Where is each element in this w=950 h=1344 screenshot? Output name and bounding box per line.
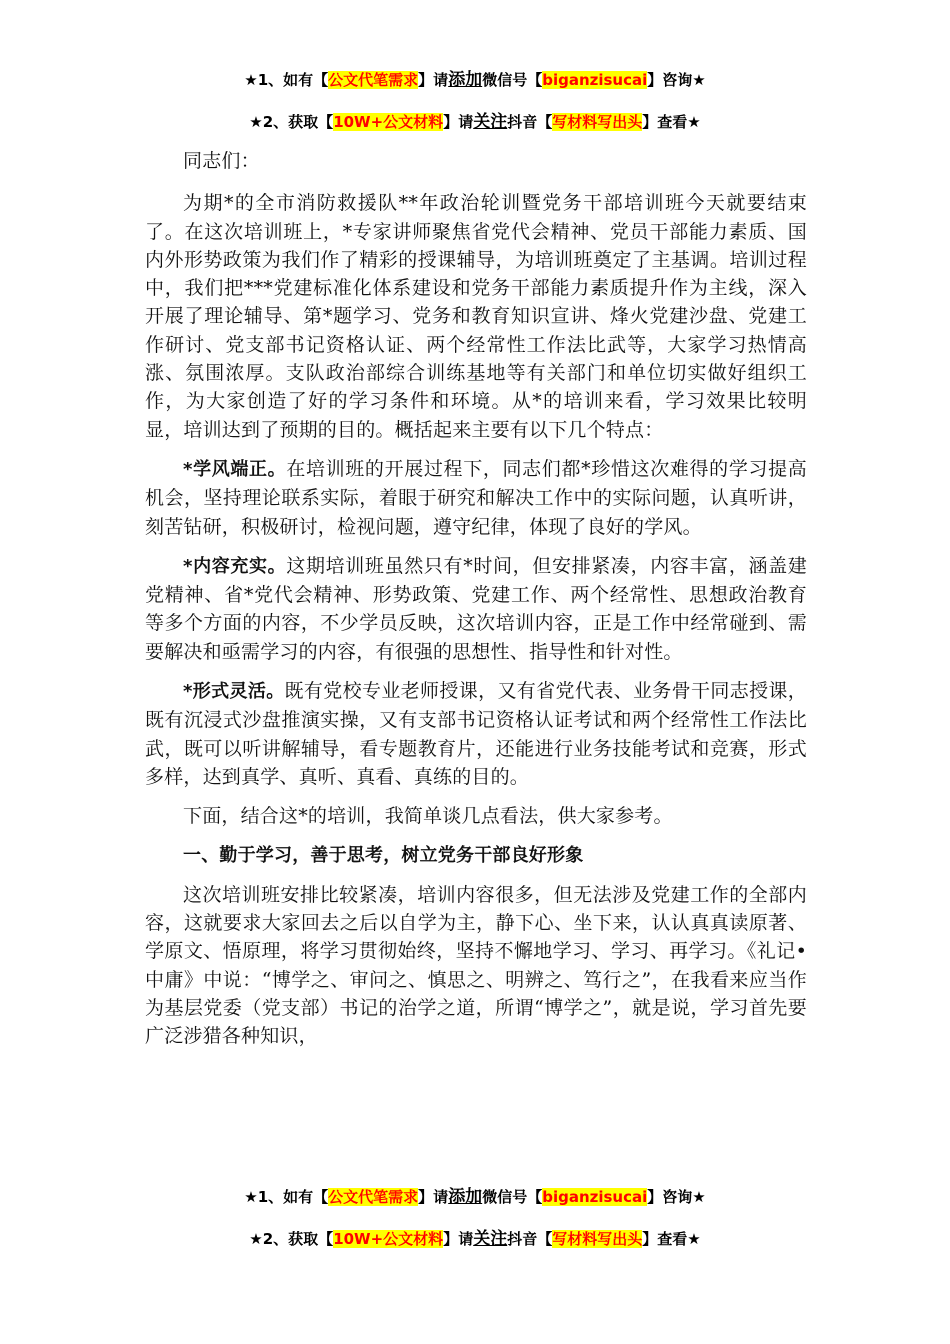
greeting: 同志们： <box>183 150 260 172</box>
promo-highlight: 写材料写出头 <box>552 1230 643 1248</box>
point-paragraph-1 <box>145 455 807 541</box>
promo-text: 】咨询★ <box>647 71 706 89</box>
promo-highlight: biganzisucai <box>542 71 648 89</box>
promo-line-bottom-1 <box>0 1186 950 1208</box>
promo-line-top-1 <box>0 69 950 91</box>
promo-text: ★2、获取【 <box>249 1230 334 1248</box>
point-lead: *形式灵活。 <box>183 681 285 703</box>
promo-text: 】查看★ <box>642 1230 701 1248</box>
promo-text: 】请 <box>443 113 474 131</box>
transition-paragraph: 下面，结合这*的培训，我简单谈几点看法，供大家参考。 <box>183 805 673 828</box>
section-heading: 一、勤于学习，善于思考，树立党务干部良好形象 <box>183 844 584 866</box>
promo-text: 】请 <box>418 71 449 89</box>
promo-text: 】咨询★ <box>647 1188 706 1206</box>
promo-underline: 添加 <box>448 70 483 90</box>
point-text: 这期培训班虽然只有*时间，但安排紧凑，内容丰富，涵盖建党精神、省*党代会精神、形势政策、党建工作、两个经常性、思想政治教育等多个方面的内容，不少学员反映，这次培训内容，正是工作中经常碰到、需要解决和亟需学习的内容，有很强的思想性、指导性和针对性。 <box>145 554 807 663</box>
point-text: 既有党校专业老师授课，又有省党代表、业务骨干同志授课，既有沉浸式沙盘推演实操，又有支部书记资格认证考试和两个经常性工作法比武，既可以听讲解辅导，看专题教育片，还能进行业务技能考试和竞赛，形式多样，达到真学、真听、真看、真练的目的。 <box>145 680 807 788</box>
promo-text: 抖音【 <box>507 1230 553 1248</box>
point-paragraph-2 <box>145 552 807 666</box>
point-paragraph-3 <box>145 677 807 791</box>
intro-paragraph: 为期*的全市消防救援队**年政治轮训暨党务干部培训班今天就要结束了。在这次培训班上，*专家讲师聚焦省党代会精神、党员干部能力素质、国内外形势政策为我们作了精彩的授课辅导，为培训班奠定了主基调。培训过程中，我们把***党建标准化体系建设和党务干部能力素质提升作为主线，深入开展了理论辅导、第*题学习、党务和教育知识宣讲、烽火党建沙盘、党建工作研讨、党支部书记资格认证、两个经常性工作法比武等，大家学习热情高涨、氛围浓厚。支队政治部综合训练基地等有关部门和单位切实做好组织工作，为大家创造了好的学习条件和环境。从*的培训来看，学习效果比较明显，培训达到了预期的目的。概括起来主要有以下几个特点： <box>145 192 807 441</box>
promo-highlight: 公文代笔需求 <box>328 1188 419 1206</box>
point-text: 在培训班的开展过程下，同志们都*珍惜这次难得的学习提高机会，坚持理论联系实际，着眼于研究和解决工作中的实际问题，认真听讲，刻苦钻研，积极研讨，检视问题，遵守纪律，体现了良好的学风。 <box>145 457 807 538</box>
promo-underline: 关注 <box>473 1229 508 1249</box>
document-body <box>145 147 807 1062</box>
promo-highlight: 10W+公文材料 <box>333 1230 444 1248</box>
promo-underline: 关注 <box>473 112 508 132</box>
promo-highlight: 公文代笔需求 <box>328 71 419 89</box>
promo-text: 】请 <box>418 1188 449 1206</box>
promo-text: 微信号【 <box>482 71 543 89</box>
promo-text: 】查看★ <box>642 113 701 131</box>
promo-text: 抖音【 <box>507 113 553 131</box>
promo-text: ★2、获取【 <box>249 113 334 131</box>
promo-underline: 添加 <box>448 1187 483 1207</box>
promo-highlight: 10W+公文材料 <box>333 113 444 131</box>
promo-text: ★1、如有【 <box>244 71 329 89</box>
promo-line-top-2 <box>0 111 950 133</box>
promo-highlight: 写材料写出头 <box>552 113 643 131</box>
promo-text: 微信号【 <box>482 1188 543 1206</box>
promo-text: 】请 <box>443 1230 474 1248</box>
promo-highlight: biganzisucai <box>542 1188 648 1206</box>
point-lead: *学风端正。 <box>183 458 287 480</box>
promo-line-bottom-2 <box>0 1228 950 1250</box>
last-paragraph: 这次培训班安排比较紧凑，培训内容很多，但无法涉及党建工作的全部内容，这就要求大家回去之后以自学为主，静下心、坐下来，认认真真读原著、学原文、悟原理，将学习贯彻始终，坚持不懈地学习、学习、再学习。《礼记•中庸》中说：“博学之、审问之、慎思之、明辨之、笃行之”，在我看来应当作为基层党委（党支部）书记的治学之道，所谓“博学之”，就是说，学习首先要广泛涉猎各种知识， <box>145 883 807 1048</box>
point-lead: *内容充实。 <box>183 555 287 577</box>
promo-text: ★1、如有【 <box>244 1188 329 1206</box>
